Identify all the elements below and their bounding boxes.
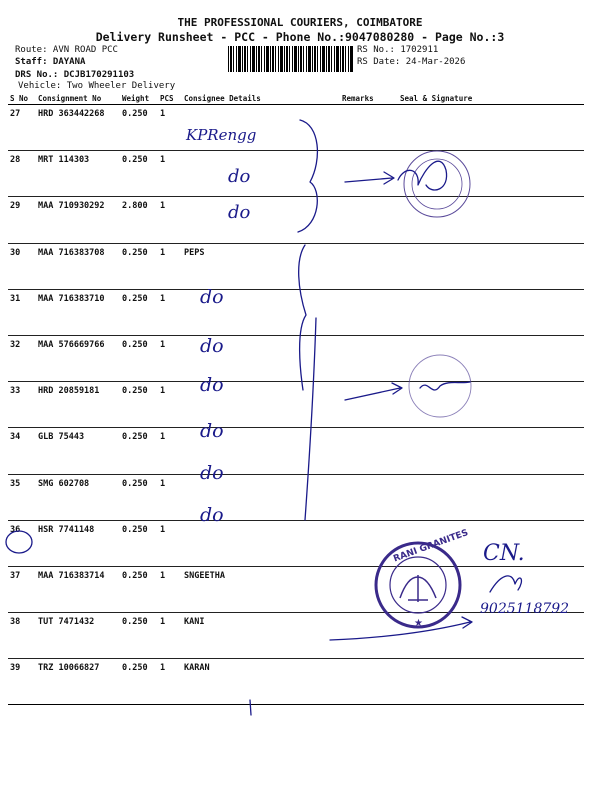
ditto-mark: do [200,462,224,484]
cell-consignment: MAA 716383710 [36,289,120,335]
ditto-mark: do [200,335,224,357]
circle-row37 [6,531,32,553]
cell-pcs: 1 [158,289,182,335]
cell-consignment: GLB 75443 [36,428,120,474]
cell-weight: 0.250 [120,566,158,612]
cell-sno: 27 [8,105,36,151]
cell-weight: 0.250 [120,105,158,151]
cell-weight: 0.250 [120,335,158,381]
company-name: THE PROFESSIONAL COURIERS, COIMBATORE [177,16,423,29]
ditto-mark: do [228,166,251,187]
drs-number: DRS No.: DCJB170291103 [15,70,135,80]
cell-sno: 35 [8,474,36,520]
cell-sno: 28 [8,151,36,197]
cell-consignee: KANI [182,613,340,659]
brace-middle [299,245,306,390]
col-header-consignment: Consignment No [36,93,120,105]
cell-consignment: HSR 7741148 [36,520,120,566]
cell-pcs: 1 [158,659,182,705]
cell-weight: 2.800 [120,197,158,243]
staff: Staff: DAYANA [15,57,86,67]
svg-text:★: ★ [414,618,423,629]
cell-pcs: 1 [158,566,182,612]
cell-consignment: MAA 716383708 [36,243,120,289]
cell-pcs: 1 [158,520,182,566]
cell-sno: 34 [8,428,36,474]
cell-weight: 0.250 [120,151,158,197]
cell-consignment: MAA 716383714 [36,566,120,612]
cell-pcs: 1 [158,105,182,151]
cell-pcs: 1 [158,197,182,243]
col-header-remarks: Remarks [342,94,374,103]
signature-bottom [490,576,521,592]
cell-weight: 0.250 [120,289,158,335]
vehicle: Vehicle: Two Wheeler Delivery [18,81,176,91]
cell-consignment: MRT 114303 [36,151,120,197]
col-header-seal-signature: Seal & Signature [374,93,584,105]
cell-weight: 0.250 [120,659,158,705]
cell-consignee: SNGEETHA [182,566,340,612]
handwritten-phone: 9025118792 [480,601,570,617]
cell-consignment: MAA 576669766 [36,335,120,381]
col-header-consignee: Consignee Details [182,93,340,105]
ditto-mark: do [228,202,251,223]
cell-consignee: KARAN [182,659,340,705]
line-middle [305,318,316,520]
cell-pcs: 1 [158,428,182,474]
cell-consignee: PEPS [182,243,340,289]
cell-sno: 30 [8,243,36,289]
cell-consignment: HRD 363442268 [36,105,120,151]
cell-pcs: 1 [158,335,182,381]
cell-pcs: 1 [158,474,182,520]
ditto-mark: do [200,420,224,442]
cell-consignment: TRZ 10066827 [36,659,120,705]
cell-consignment: HRD 20859181 [36,382,120,428]
cell-weight: 0.250 [120,428,158,474]
route: Route: AVN ROAD PCC [15,45,118,55]
cell-sno: 36 [8,520,36,566]
rani-granites-stamp [376,528,470,629]
cell-pcs: 1 [158,382,182,428]
cell-consignment: MAA 710930292 [36,197,120,243]
arrow-middle [345,383,402,400]
brace-top [298,120,317,232]
cell-pcs: 1 [158,613,182,659]
arrow-top [345,172,394,184]
cell-sno: 38 [8,613,36,659]
stamp-text: RANI GRANITES [392,528,470,565]
stray-mark [250,700,251,715]
cell-weight: 0.250 [120,474,158,520]
handwritten-name-row27: KPRengg [186,126,257,144]
cell-sno: 29 [8,197,36,243]
stamp-middle [409,355,471,417]
handwritten-cn-note: CN. [483,541,525,566]
cell-weight: 0.250 [120,613,158,659]
cell-weight: 0.250 [120,520,158,566]
col-header-pcs: PCS [158,93,182,105]
cell-weight: 0.250 [120,382,158,428]
cell-sno: 33 [8,382,36,428]
cell-pcs: 1 [158,151,182,197]
cell-sno: 31 [8,289,36,335]
col-header-weight: Weight [120,93,158,105]
rs-number: RS No.: 1702911 [357,45,439,55]
ditto-marks [200,166,251,526]
stamp-top [398,151,470,217]
ditto-mark: do [200,286,224,308]
runsheet-subtitle: Delivery Runsheet - PCC - Phone No.:9047080280 - Page No.:3 [95,30,505,44]
cell-pcs: 1 [158,243,182,289]
cell-consignment: TUT 7471432 [36,613,120,659]
col-header-sno: S No [8,93,36,105]
cell-consignment: SMG 602708 [36,474,120,520]
cell-sno: 39 [8,659,36,705]
cell-sno: 32 [8,335,36,381]
arrow-bottom [330,617,472,640]
cell-weight: 0.250 [120,243,158,289]
ditto-mark: do [200,504,224,526]
rs-date: RS Date: 24-Mar-2026 [357,57,466,67]
cell-sno: 37 [8,566,36,612]
ditto-mark: do [200,374,224,396]
